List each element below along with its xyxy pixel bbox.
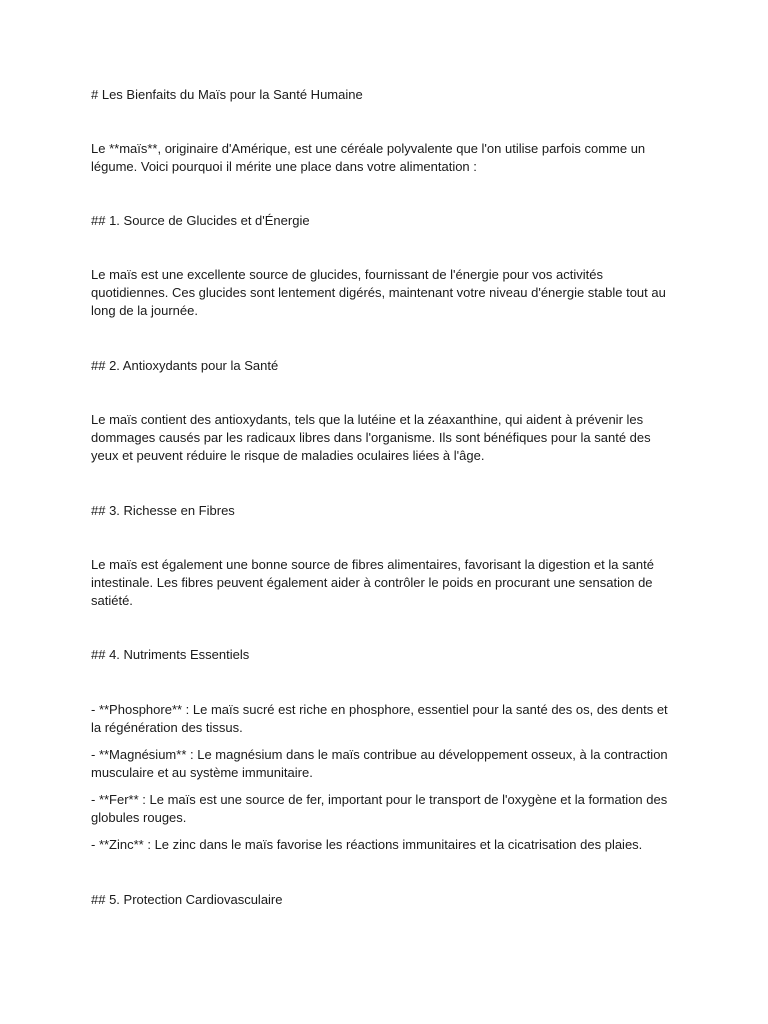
- section-2-body: Le maïs contient des antioxydants, tels que la lutéine et la zéaxanthine, qui aident à prévenir les dommages causés par les radicaux libres dans l'organisme. Ils sont bénéfiques pour la santé des yeux et peuvent réduire le risque de maladies oculaires liées à l'âge.: [91, 412, 651, 463]
- section-1-body: Le maïs est une excellente source de glucides, fournissant de l'énergie pour vos activités quotidiennes. Ces glucides sont lentement digérés, maintenant votre niveau d'énergie stable tout au long de la journée.: [91, 267, 666, 318]
- list-item-zinc: - **Zinc** : Le zinc dans le maïs favorise les réactions immunitaires et la cicatrisation des plaies.: [91, 837, 643, 852]
- section-3-body: Le maïs est également une bonne source de fibres alimentaires, favorisant la digestion et la santé intestinale. Les fibres peuvent également aider à contrôler le poids en procurant une sensation de satiété.: [91, 557, 654, 608]
- intro-paragraph: Le **maïs**, originaire d'Amérique, est une céréale polyvalente que l'on utilise parfois comme un légume. Voici pourquoi il mérite une place dans votre alimentation :: [91, 141, 646, 174]
- section-5-heading: ## 5. Protection Cardiovasculaire: [91, 892, 283, 907]
- section-3-heading: ## 3. Richesse en Fibres: [91, 503, 235, 518]
- section-2-heading: ## 2. Antioxydants pour la Santé: [91, 358, 279, 373]
- document-title: # Les Bienfaits du Maïs pour la Santé Humaine: [91, 87, 363, 102]
- section-1-heading: ## 1. Source de Glucides et d'Énergie: [91, 213, 310, 228]
- list-item-fer: - **Fer** : Le maïs est une source de fer, important pour le transport de l'oxygène et la formation des globules rouges.: [91, 792, 668, 825]
- list-item-magnesium: - **Magnésium** : Le magnésium dans le maïs contribue au développement osseux, à la contraction musculaire et au système immunitaire.: [91, 747, 668, 780]
- list-item-phosphore: - **Phosphore** : Le maïs sucré est riche en phosphore, essentiel pour la santé des os, des dents et la régénération des tissus.: [91, 702, 668, 735]
- section-4-heading: ## 4. Nutriments Essentiels: [91, 647, 250, 662]
